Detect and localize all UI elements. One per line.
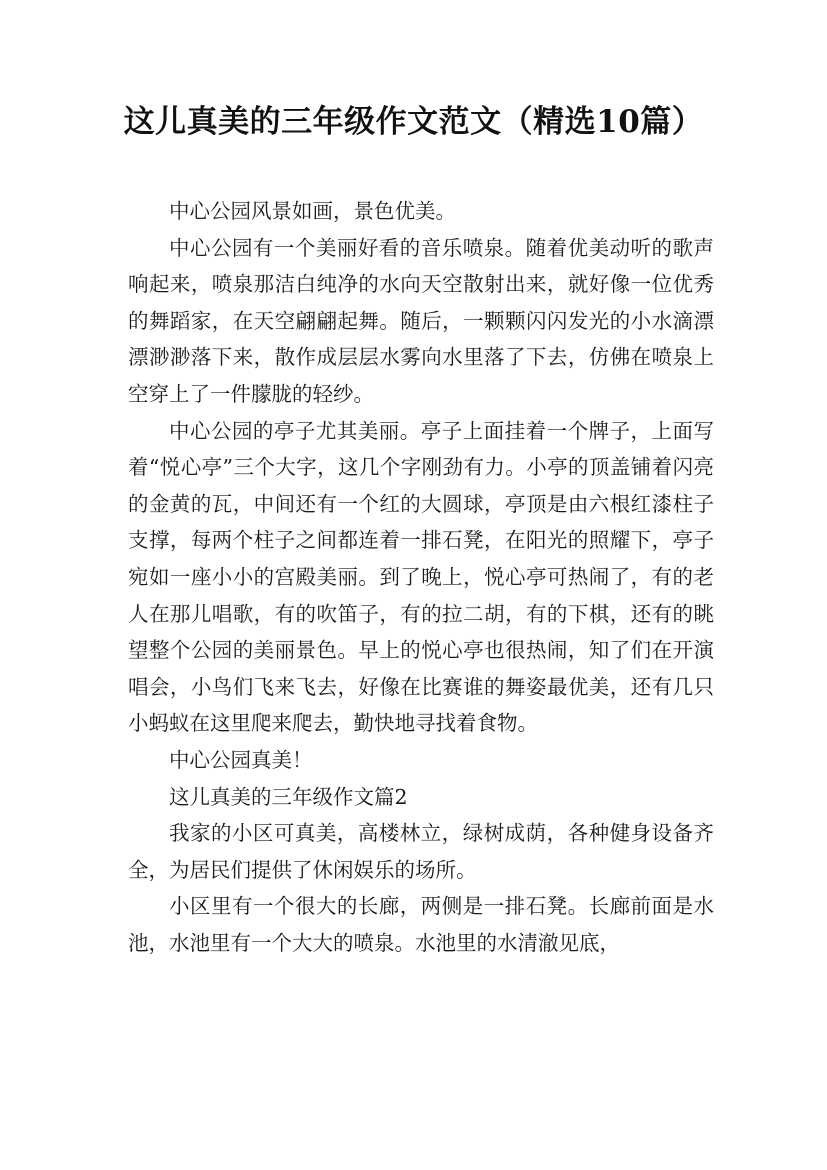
section-heading-2: 这儿真美的三年级作文篇2: [169, 784, 408, 809]
paragraph-5: 我家的小区可真美，高楼林立，绿树成荫，各种健身设备齐全，为居民们提供了休闲娱乐的场所。: [128, 821, 714, 882]
paragraph-3: 中心公园的亭子尤其美丽。亭子上面挂着一个牌子，上面写着“悦心亭”三个大字，这几个字刚劲有力。小亭的顶盖铺着闪亮的金黄的瓦，中间还有一个红的大圆球，亭顶是由六根红漆柱子支撑，每两个柱子之间都连着一排石凳，在阳光的照耀下，亭子宛如一座小小的宫殿美丽。到了晚上，悦心亭可热闹了，有的老人在那儿唱歌，有的吹笛子，有的拉二胡，有的下棋，还有的眺望整个公园的美丽景色。早上的悦心亭也很热闹，知了们在开演唱会，小鸟们飞来飞去，好像在比赛谁的舞姿最优美，还有几只小蚂蚁在这里爬来爬去，勤快地寻找着食物。: [128, 418, 714, 736]
paragraph-4: 中心公园真美！: [169, 747, 313, 772]
document-body: [128, 193, 714, 961]
paragraph-6: 小区里有一个很大的长廊，两侧是一排石凳。长廊前面是水池，水池里有一个大大的喷泉。水池里的水清澈见底，: [128, 894, 714, 955]
document-title: 这儿真美的三年级作文范文（精选10篇）: [123, 104, 704, 140]
paragraph-1: 中心公园风景如画，景色优美。: [169, 199, 456, 223]
paragraph-2: 中心公园有一个美丽好看的音乐喷泉。随着优美动听的歌声响起来，喷泉那洁白纯净的水向天空散射出来，就好像一位优秀的舞蹈家，在天空翩翩起舞。随后，一颗颗闪闪发光的小水滴漂漂渺渺落下来，散作成层层水雾向水里落了下去，仿佛在喷泉上空穿上了一件朦胧的轻纱。: [128, 235, 714, 406]
